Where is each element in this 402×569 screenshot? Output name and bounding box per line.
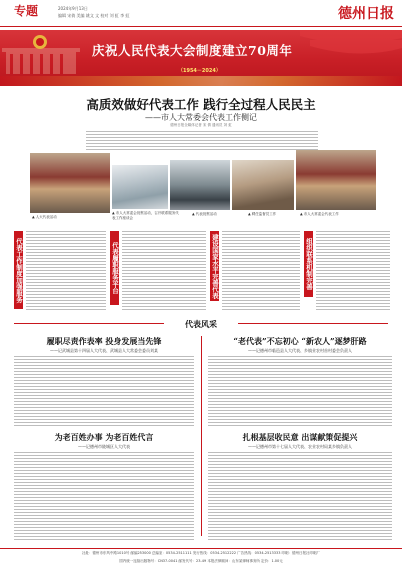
side-title-2: 代表履职服务平台 (110, 231, 119, 305)
article-4-title: 扎根基层收民意 出谋献策促提兴 (242, 432, 358, 442)
article-1-title: 履职尽责作表率 投身发展当先锋 (46, 336, 162, 346)
newspaper-logo: 德州日报 (338, 6, 394, 22)
article-4-subtitle: ——记德州市第十七届人大代表、农业农村局某乡镇负责人 (248, 444, 352, 449)
lead-byline: 德州日报全媒体记者 宋 倩 通讯员 刘 虹 (170, 123, 232, 127)
lead-headline: 高质效做好代表工作 践行全过程人民民主 (86, 97, 316, 112)
section-title: 代表风采 (185, 319, 217, 329)
article-2-body (208, 356, 392, 426)
footer-rule (0, 548, 402, 549)
photo-representatives (30, 153, 110, 213)
article-2-subtitle: ——记德州市临邑县人大代表、乡镇业农村首村委会负责人 (248, 348, 352, 353)
photo-caption-3: ▲ 代表视察活动 (192, 212, 217, 216)
footer-line-1: 社址：德州市东风中路1010号 邮编253000 总编室：0534-2511111 发行热线：0534-2512222 广告热线：0534-2513333 印刷：德州日报社印刷厂 (81, 551, 321, 555)
photo-caption-4: ▲ 聘任监督员工作 (248, 212, 277, 216)
side-title-3: 建设国家水平完善代表 (210, 231, 219, 301)
flag-stripes-icon (300, 30, 402, 54)
article-1-subtitle: ——记武城县第十四届人大代表、武城县人大常委会委员刘某 (50, 348, 158, 353)
body-column-1 (26, 231, 106, 311)
great-hall-icon (2, 48, 80, 74)
photo-caption-5: ▲ 市人大常委会代表工作 (300, 212, 339, 216)
photo-inspection (112, 165, 168, 209)
lead-intro-text (86, 131, 318, 151)
article-2-title: “老代表”不忘初心 “新农人”逐梦肝路 (233, 336, 367, 346)
masthead (0, 0, 402, 30)
article-1-body (14, 356, 194, 426)
footer-line-2: 国内统一连续出版物号：CN37-0041 邮发代号：23-49 本报法律顾问：山东某律师事务所 定价：1.00元 (119, 559, 283, 563)
body-column-2 (122, 231, 206, 311)
photo-group (170, 160, 230, 210)
lead-subhead: ——市人大常委会代表工作侧记 (145, 113, 257, 122)
article-3-subtitle: ——记德州市陵城区人大代表 (78, 444, 130, 449)
photo-caption-1: ▲ 人大代表活动 (32, 215, 57, 219)
banner-title: 庆祝人民代表大会制度建立70周年 (92, 43, 293, 58)
side-title-1: 代表工作制度加强服务 (14, 231, 23, 309)
masthead-rule (0, 26, 402, 27)
banner-years: （1954－2024） (178, 68, 221, 74)
article-4-body (208, 452, 392, 542)
anniversary-banner (0, 30, 402, 86)
article-3-body (14, 452, 194, 542)
body-column-3 (222, 231, 300, 311)
editors-line: 编辑 宋倩 美编 姚文 文 校对 刘 虹 李 虹 (58, 13, 130, 18)
section-label: 专题 (14, 4, 39, 18)
photo-office (232, 160, 294, 210)
column-divider (201, 336, 202, 536)
photo-meeting (296, 150, 376, 210)
article-3-title: 为老百姓办事 为老百姓代言 (54, 432, 154, 442)
photo-caption-2: ▲ 市人大常委会视察活动，召开联系服务代表工作座谈会 (112, 211, 179, 220)
national-emblem-icon (33, 35, 47, 49)
banner-ribbon (0, 76, 402, 86)
side-title-4: 组织联系机制完善 (304, 231, 313, 297)
date-line: 2024年9月13日 (58, 6, 88, 11)
body-column-4 (316, 231, 390, 311)
